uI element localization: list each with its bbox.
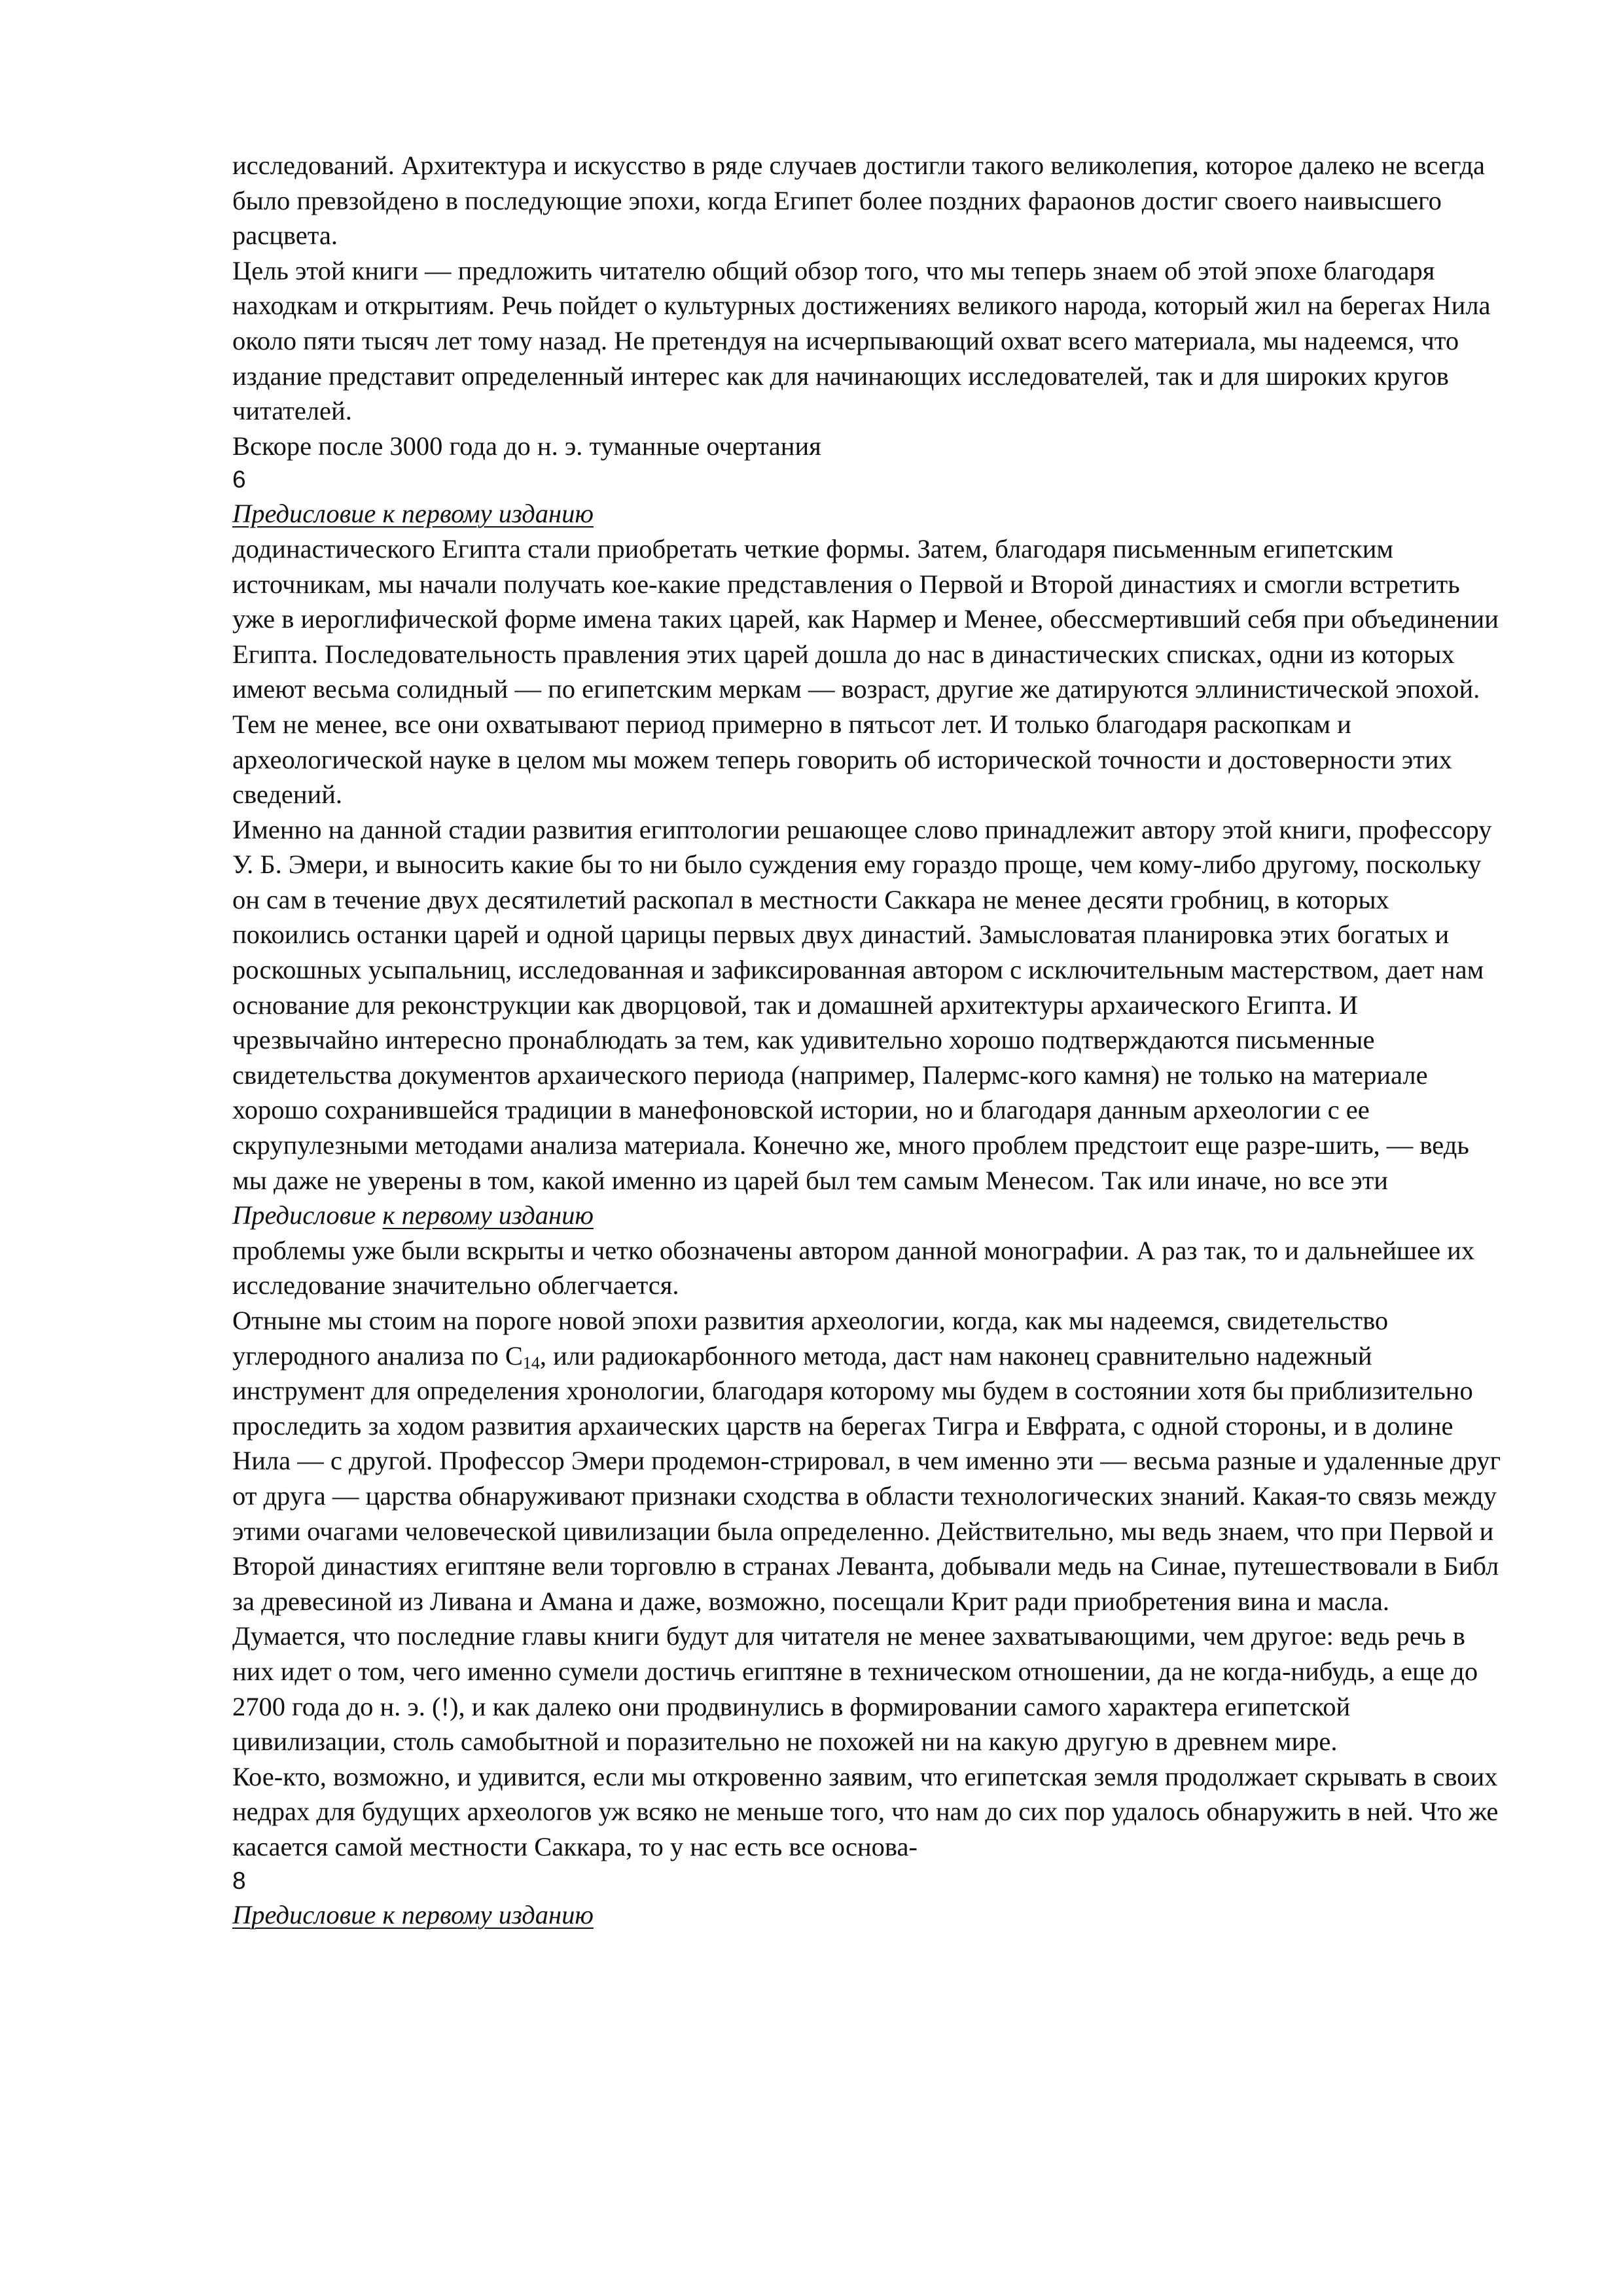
paragraph: додинастического Египта стали приобретать четкие формы. Затем, благодаря письменным египетским источникам, мы начали получать кое-какие представления о Первой и Второй династиях и смогли встретить уже в иероглифической форме имена таких царей, как Нармер и Менее, обессмертивший себя при объединении Египта. Последовательность правления этих царей дошла до нас в династических списках, одни из которых имеют весьма солидный — по египетским меркам — возраст, другие же датируются эллинистической эпохой. Тем не менее, все они охватывают период примерно в пятьсот лет. И только благодаря раскопкам и археологической науке в целом мы можем теперь говорить об исторической точности и достоверности этих сведений. — [232, 533, 1499, 810]
paragraph: Вскоре после 3000 года до н. э. туманные очертания — [232, 431, 821, 461]
paragraph: Цель этой книги — предложить читателю общий обзор того, что мы теперь знаем об этой эпохе благодаря находкам и открытиям. Речь пойдет о культурных достижениях великого народа, который жил на берегах Нила около пяти тысяч лет тому назад. Не претендуя на исчерпывающий охват всего материала, мы надеемся, что издание представит определенный интерес как для начинающих исследователей, так и для широких кругов читателей. — [232, 255, 1491, 426]
running-header: Предисловие к первому изданию — [232, 499, 594, 529]
paragraph: проблемы уже были вскрыты и четко обозначены автором данной монографии. А раз так, то и дальнейшее их исследование значительно облегчается. — [232, 1235, 1475, 1300]
paragraph-text: Отныне мы стоим на пороге новой эпохи развития археологии, когда, как мы надеемся, свидетельство углеродного анализа по С — [232, 1306, 1389, 1371]
page-number: 6 — [232, 466, 246, 493]
paragraph-text: , или радиокарбонного метода, даст нам наконец сравнительно надежный инструмент для определения хронологии, благодаря которому мы будем в состоянии хотя бы приблизительно проследить за ходом развития архаических царств на берегах Тигра и Евфрата, с одной стороны, и в долине Нила — с другой. Профессор Эмери продемон-стрировал, в чем именно эти — весьма разные и удаленные друг от друга — царства обнаруживают признаки сходства в области технологических знаний. Какая-то связь между этими очагами человеческой цивилизации была определенно. Действительно, мы ведь знаем, что при Первой и Второй династиях египтяне вели торговлю в странах Леванта, добывали медь на Синае, путешествовали в Библ за древесиной из Ливана и Амана и даже, возможно, посещали Крит ради приобретения вина и масла. — [232, 1340, 1501, 1616]
running-header — [232, 1198, 1508, 1233]
header-first-word: Предисловие — [232, 1200, 376, 1230]
running-header: Предисловие к первому изданию — [232, 1899, 594, 1929]
subscript: 14 — [522, 1353, 540, 1372]
page-number: 8 — [232, 1867, 246, 1894]
paragraph: Именно на данной стадии развития египтологии решающее слово принадлежит автору этой книги, профессору У. Б. Эмери, и выносить какие бы то ни было суждения ему гораздо проще, чем кому-либо другому, поскольку он сам в течение двух десятилетий раскопал в местности Саккара не менее десяти гробниц, в которых покоились останки царей и одной царицы первых двух династий. Замысловатая планировка этих богатых и роскошных усыпальниц, исследованная и зафиксированная автором с исключительным мастерством, дает нам основание для реконструкции как дворцовой, так и домашней архитектуры архаического Египта. И чрезвычайно интересно пронаблюдать за тем, как удивительно хорошо подтверждаются письменные свидетельства документов архаического периода (например, Палермс-кого камня) не только на материале хорошо сохранившейся традиции в манефоновской истории, но и благодаря данным археологии с ее скрупулезными методами анализа материала. Конечно же, много проблем предстоит еще разре-шить, — ведь мы даже не уверены в том, какой именно из царей был тем самым Менесом. Так или иначе, но все эти — [232, 814, 1492, 1195]
body-text — [232, 148, 1508, 1932]
paragraph: Кое-кто, возможно, и удивится, если мы откровенно заявим, что египетская земля продолжает скрывать в своих недрах для будущих археологов уж всяко не меньше того, что нам до сих пор удалось обнаружить в ней. Что же касается самой местности Саккара, то у нас есть все основа- — [232, 1761, 1499, 1861]
paragraph: Думается, что последние главы книги будут для читателя не менее захватывающими, чем другое: ведь речь в них идет о том, чего именно сумели достичь египтяне в техническом отношении, да не когда-нибудь, а еще до 2700 года до н. э. (!), и как далеко они продвинулись в формировании самого характера египетской цивилизации, столь самобытной и поразительно не похожей ни на какую другую в древнем мире. — [232, 1621, 1478, 1757]
header-rest: к первому изданию — [382, 1200, 594, 1230]
paragraph: исследований. Архитектура и искусство в ряде случаев достигли такого великолепия, которое далеко не всегда было превзойдено в последующие эпохи, когда Египет более поздних фараонов достиг своего наивысшего расцвета. — [232, 151, 1486, 251]
paragraph — [232, 1303, 1508, 1619]
